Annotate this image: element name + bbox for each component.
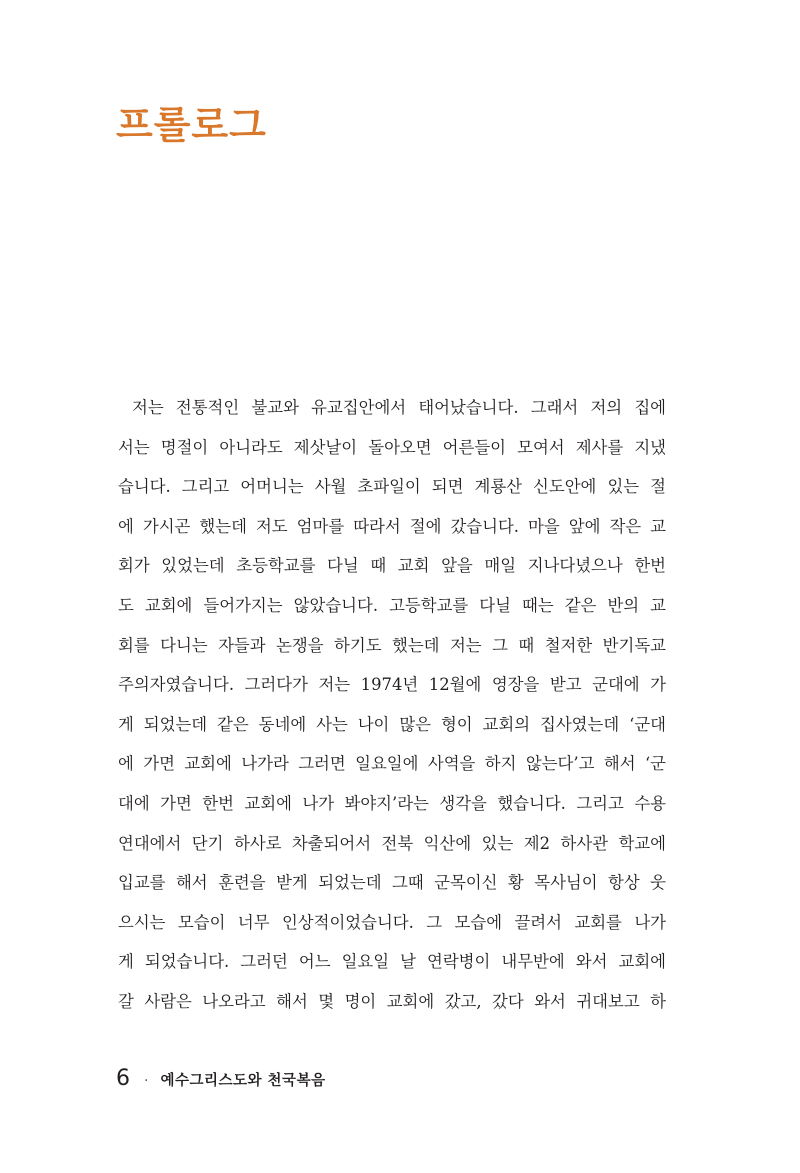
body-line: 연대에서 단기 하사로 차출되어서 전북 익산에 있는 제2 하사관 학교에 <box>118 833 666 853</box>
body-line: 입교를 해서 훈련을 받게 되었는데 그때 군목이신 황 목사님이 항상 웃 <box>118 873 666 893</box>
book-title: 예수그리스도와 천국복음 <box>160 1073 326 1089</box>
body-line: 서는 명절이 아니라도 제삿날이 돌아오면 어른들이 모여서 제사를 지냈 <box>118 437 666 457</box>
body-line: 게 되었습니다. 그러던 어느 일요일 날 연락병이 내무반에 와서 교회에 <box>118 952 666 972</box>
page-footer <box>116 1066 326 1091</box>
body-line: 저는 전통적인 불교와 유교집안에서 태어났습니다. 그래서 저의 집에 <box>132 398 666 417</box>
body-line: 회를 다니는 자들과 논쟁을 하기도 했는데 저는 그 때 철저한 반기독교 <box>118 635 666 655</box>
body-line: 대에 가면 한번 교회에 나가 봐야지’라는 생각을 했습니다. 그리고 수용 <box>118 793 666 813</box>
body-line: 갈 사람은 나오라고 해서 몇 명이 교회에 갔고, 갔다 와서 귀대보고 하 <box>118 991 666 1011</box>
body-line: 으시는 모습이 너무 인상적이었습니다. 그 모습에 끌려서 교회를 나가 <box>118 912 666 932</box>
body-line: 에 가시곤 했는데 저도 엄마를 따라서 절에 갔습니다. 마을 앞에 작은 교 <box>118 516 666 536</box>
body-line: 주의자였습니다. 그러다가 저는 1974년 12월에 영장을 받고 군대에 가 <box>118 675 666 695</box>
footer-separator: · <box>144 1073 149 1089</box>
body-line: 도 교회에 들어가지는 않았습니다. 고등학교를 다닐 때는 같은 반의 교 <box>118 595 666 615</box>
body-line: 습니다. 그리고 어머니는 사월 초파일이 되면 계룡산 신도안에 있는 절 <box>118 477 666 497</box>
body-line: 에 가면 교회에 나가라 그러면 일요일에 사역을 하지 않는다’고 해서 ‘군 <box>118 754 666 774</box>
body-line: 회가 있었는데 초등학교를 다닐 때 교회 앞을 매일 지나다녔으나 한번 <box>118 556 666 576</box>
page-number: 6 <box>116 1066 130 1091</box>
body-text <box>118 388 666 1022</box>
body-line: 게 되었는데 같은 동네에 사는 나이 많은 형이 교회의 집사였는데 ‘군대 <box>118 714 666 734</box>
chapter-title: 프롤로그 <box>116 103 267 147</box>
